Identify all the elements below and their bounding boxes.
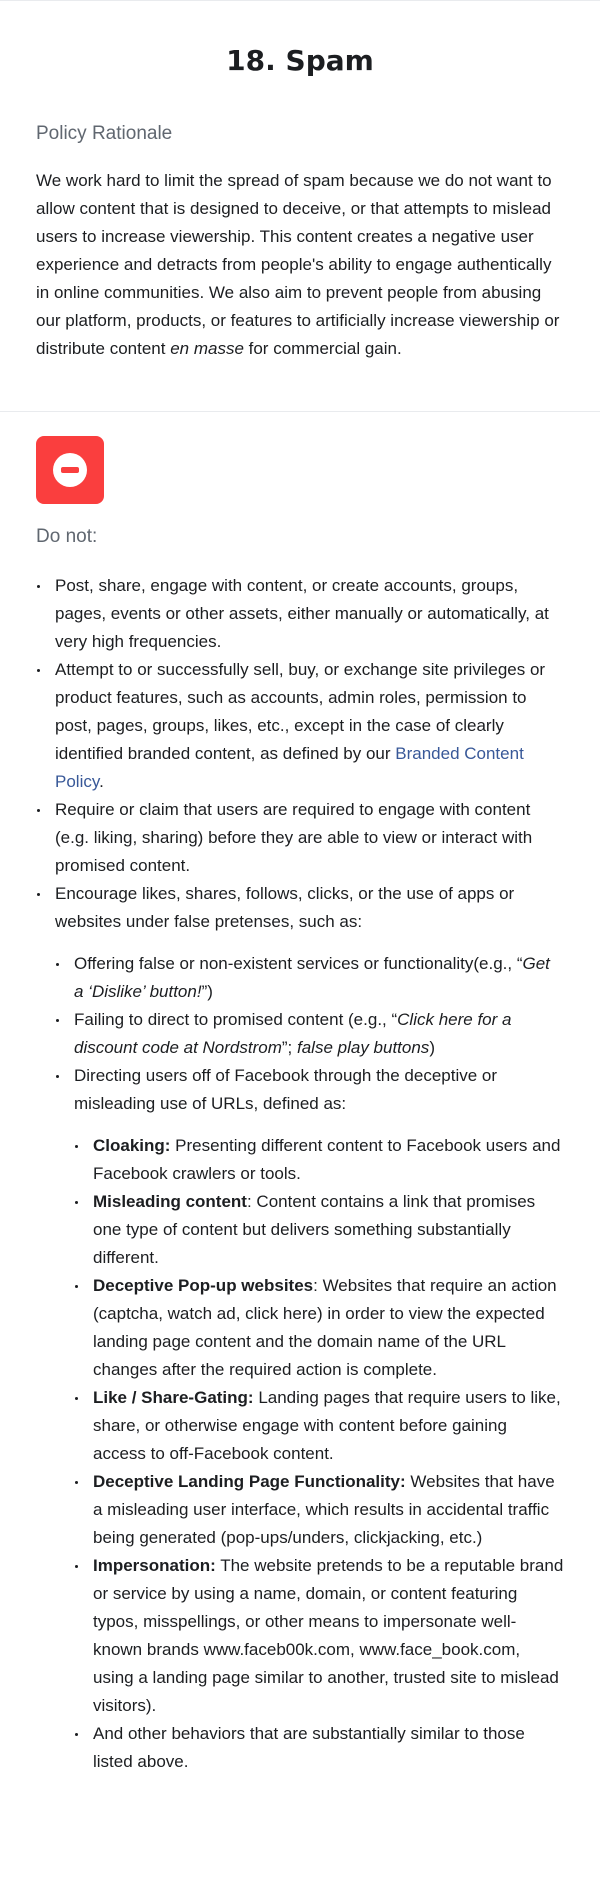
- list-item: Like / Share-Gating: Landing pages that require users to like, share, or otherwise engage with content before gaining access to off-Facebook content.: [74, 1384, 564, 1468]
- do-not-heading: Do not:: [36, 526, 98, 547]
- false-pretenses-list: [55, 950, 564, 1776]
- do-not-list: [0, 572, 600, 1776]
- list-item: Require or claim that users are required to engage with content (e.g. liking, sharing) before they are able to view or interact with promised content.: [36, 796, 564, 880]
- list-item: Directing users off of Facebook through the deceptive or misleading use of URLs, defined as: Cloaking: Presenting different content to Facebook users and Facebook crawlers or tools. Misleading content: Content contains a link that promises one type of content but delivers something substantially different. Deceptive Pop-up websites: Websites that require an action (captcha, watch ad, click here) in order to view the expected landing page content and the domain name of the URL changes after the required action is complete. Like / Share-Gating: Landing pages that require users to like, share, or otherwise engage with content before gaining access to off-Facebook content. Deceptive Landing Page Functionality: Websites that have a misleading user interface, which results in accidental traffic being generated (pop-ups/unders, clickjacking, etc.) Impersonation: The website pretends to be a reputable brand or service by using a name, domain, or content featuring typos, misspellings, or other means to impersonate well-known brands www.faceb00k.com, www.face_book.com, using a landing page similar to another, trusted site to mislead visitors). And other behaviors that are substantially similar to those listed above.: [55, 1062, 564, 1776]
- list-item: Offering false or non-existent services or functionality(e.g., “Get a ‘Dislike’ button!”): [55, 950, 564, 1006]
- branded-content-policy-link[interactable]: Branded Content Policy: [55, 744, 524, 791]
- list-item: Encourage likes, shares, follows, clicks, or the use of apps or websites under false pretenses, such as: Offering false or non-existent services or functionality(e.g., “Get a ‘Dislike’ button!”) Failing to direct to promised content (e.g., “Click here for a discount code at Nordstrom”; false play buttons) Directing users off of Facebook through the deceptive or misleading use of URLs, defined as: Cloaking: Presenting different content to Facebook users and Facebook crawlers or tools. Misleading content: Content contains a link that promises one type of content but delivers something substantially different. Deceptive Pop-up websites: Websites that require an action (captcha, watch ad, click here) in order to view the expected landing page content and the domain name of the URL changes after the required action is complete. Like / Share-Gating: Landing pages that require users to like, share, or otherwise engage with content before gaining access to off-Facebook content. Deceptive Landing Page Functionality: Websites that have a misleading user interface, which results in accidental traffic being generated (pop-ups/unders, clickjacking, etc.) Impersonation: The website pretends to be a reputable brand or service by using a name, domain, or content featuring typos, misspellings, or other means to impersonate well-known brands www.faceb00k.com, www.face_book.com, using a landing page similar to another, trusted site to mislead visitors). And other behaviors that are substantially similar to those listed above.: [36, 880, 564, 1776]
- rationale-body: [36, 167, 564, 363]
- rationale-text-end: for commercial gain.: [243, 339, 402, 358]
- rationale-text: We work hard to limit the spread of spam because we do not want to allow content that is designed to deceive, or that attempts to mislead users to increase viewership. This content creates a negative user experience and detracts from people's ability to engage authentically in online communities. We also aim to prevent people from abusing our platform, products, or features to artificially increase viewership or distribute content: [36, 171, 560, 358]
- list-item: Impersonation: The website pretends to be a reputable brand or service by using a name, domain, or content featuring typos, misspellings, or other means to impersonate well-known brands www.faceb00k.com, www.face_book.com, using a landing page similar to another, trusted site to mislead visitors).: [74, 1552, 564, 1720]
- list-item: And other behaviors that are substantially similar to those listed above.: [74, 1720, 564, 1776]
- rationale-italic-text: en masse: [170, 339, 244, 358]
- list-item: Deceptive Landing Page Functionality: Websites that have a misleading user interface, which results in accidental traffic being generated (pop-ups/unders, clickjacking, etc.): [74, 1468, 564, 1552]
- section-divider: [0, 411, 600, 412]
- list-item: Deceptive Pop-up websites: Websites that require an action (captcha, watch ad, click here) in order to view the expected landing page content and the domain name of the URL changes after the required action is complete.: [74, 1272, 564, 1384]
- list-item: Attempt to or successfully sell, buy, or exchange site privileges or product features, such as accounts, admin roles, permission to post, pages, groups, likes, etc., except in the case of clearly identified branded content, as defined by our Branded Content Policy.: [36, 656, 564, 796]
- rationale-heading: Policy Rationale: [36, 123, 173, 144]
- list-item: Misleading content: Content contains a link that promises one type of content but delivers something substantially different.: [74, 1188, 564, 1272]
- list-item: Failing to direct to promised content (e.g., “Click here for a discount code at Nordstrom”; false play buttons): [55, 1006, 564, 1062]
- policy-rationale-section: [0, 121, 600, 363]
- page-title: 18. Spam: [226, 44, 374, 77]
- list-item: Post, share, engage with content, or create accounts, groups, pages, events or other assets, either manually or automatically, at very high frequencies.: [36, 572, 564, 656]
- top-divider: [0, 0, 600, 1]
- list-item: Cloaking: Presenting different content to Facebook users and Facebook crawlers or tools.: [74, 1132, 564, 1188]
- do-not-entry-icon: [36, 436, 104, 504]
- url-deception-list: [74, 1132, 564, 1776]
